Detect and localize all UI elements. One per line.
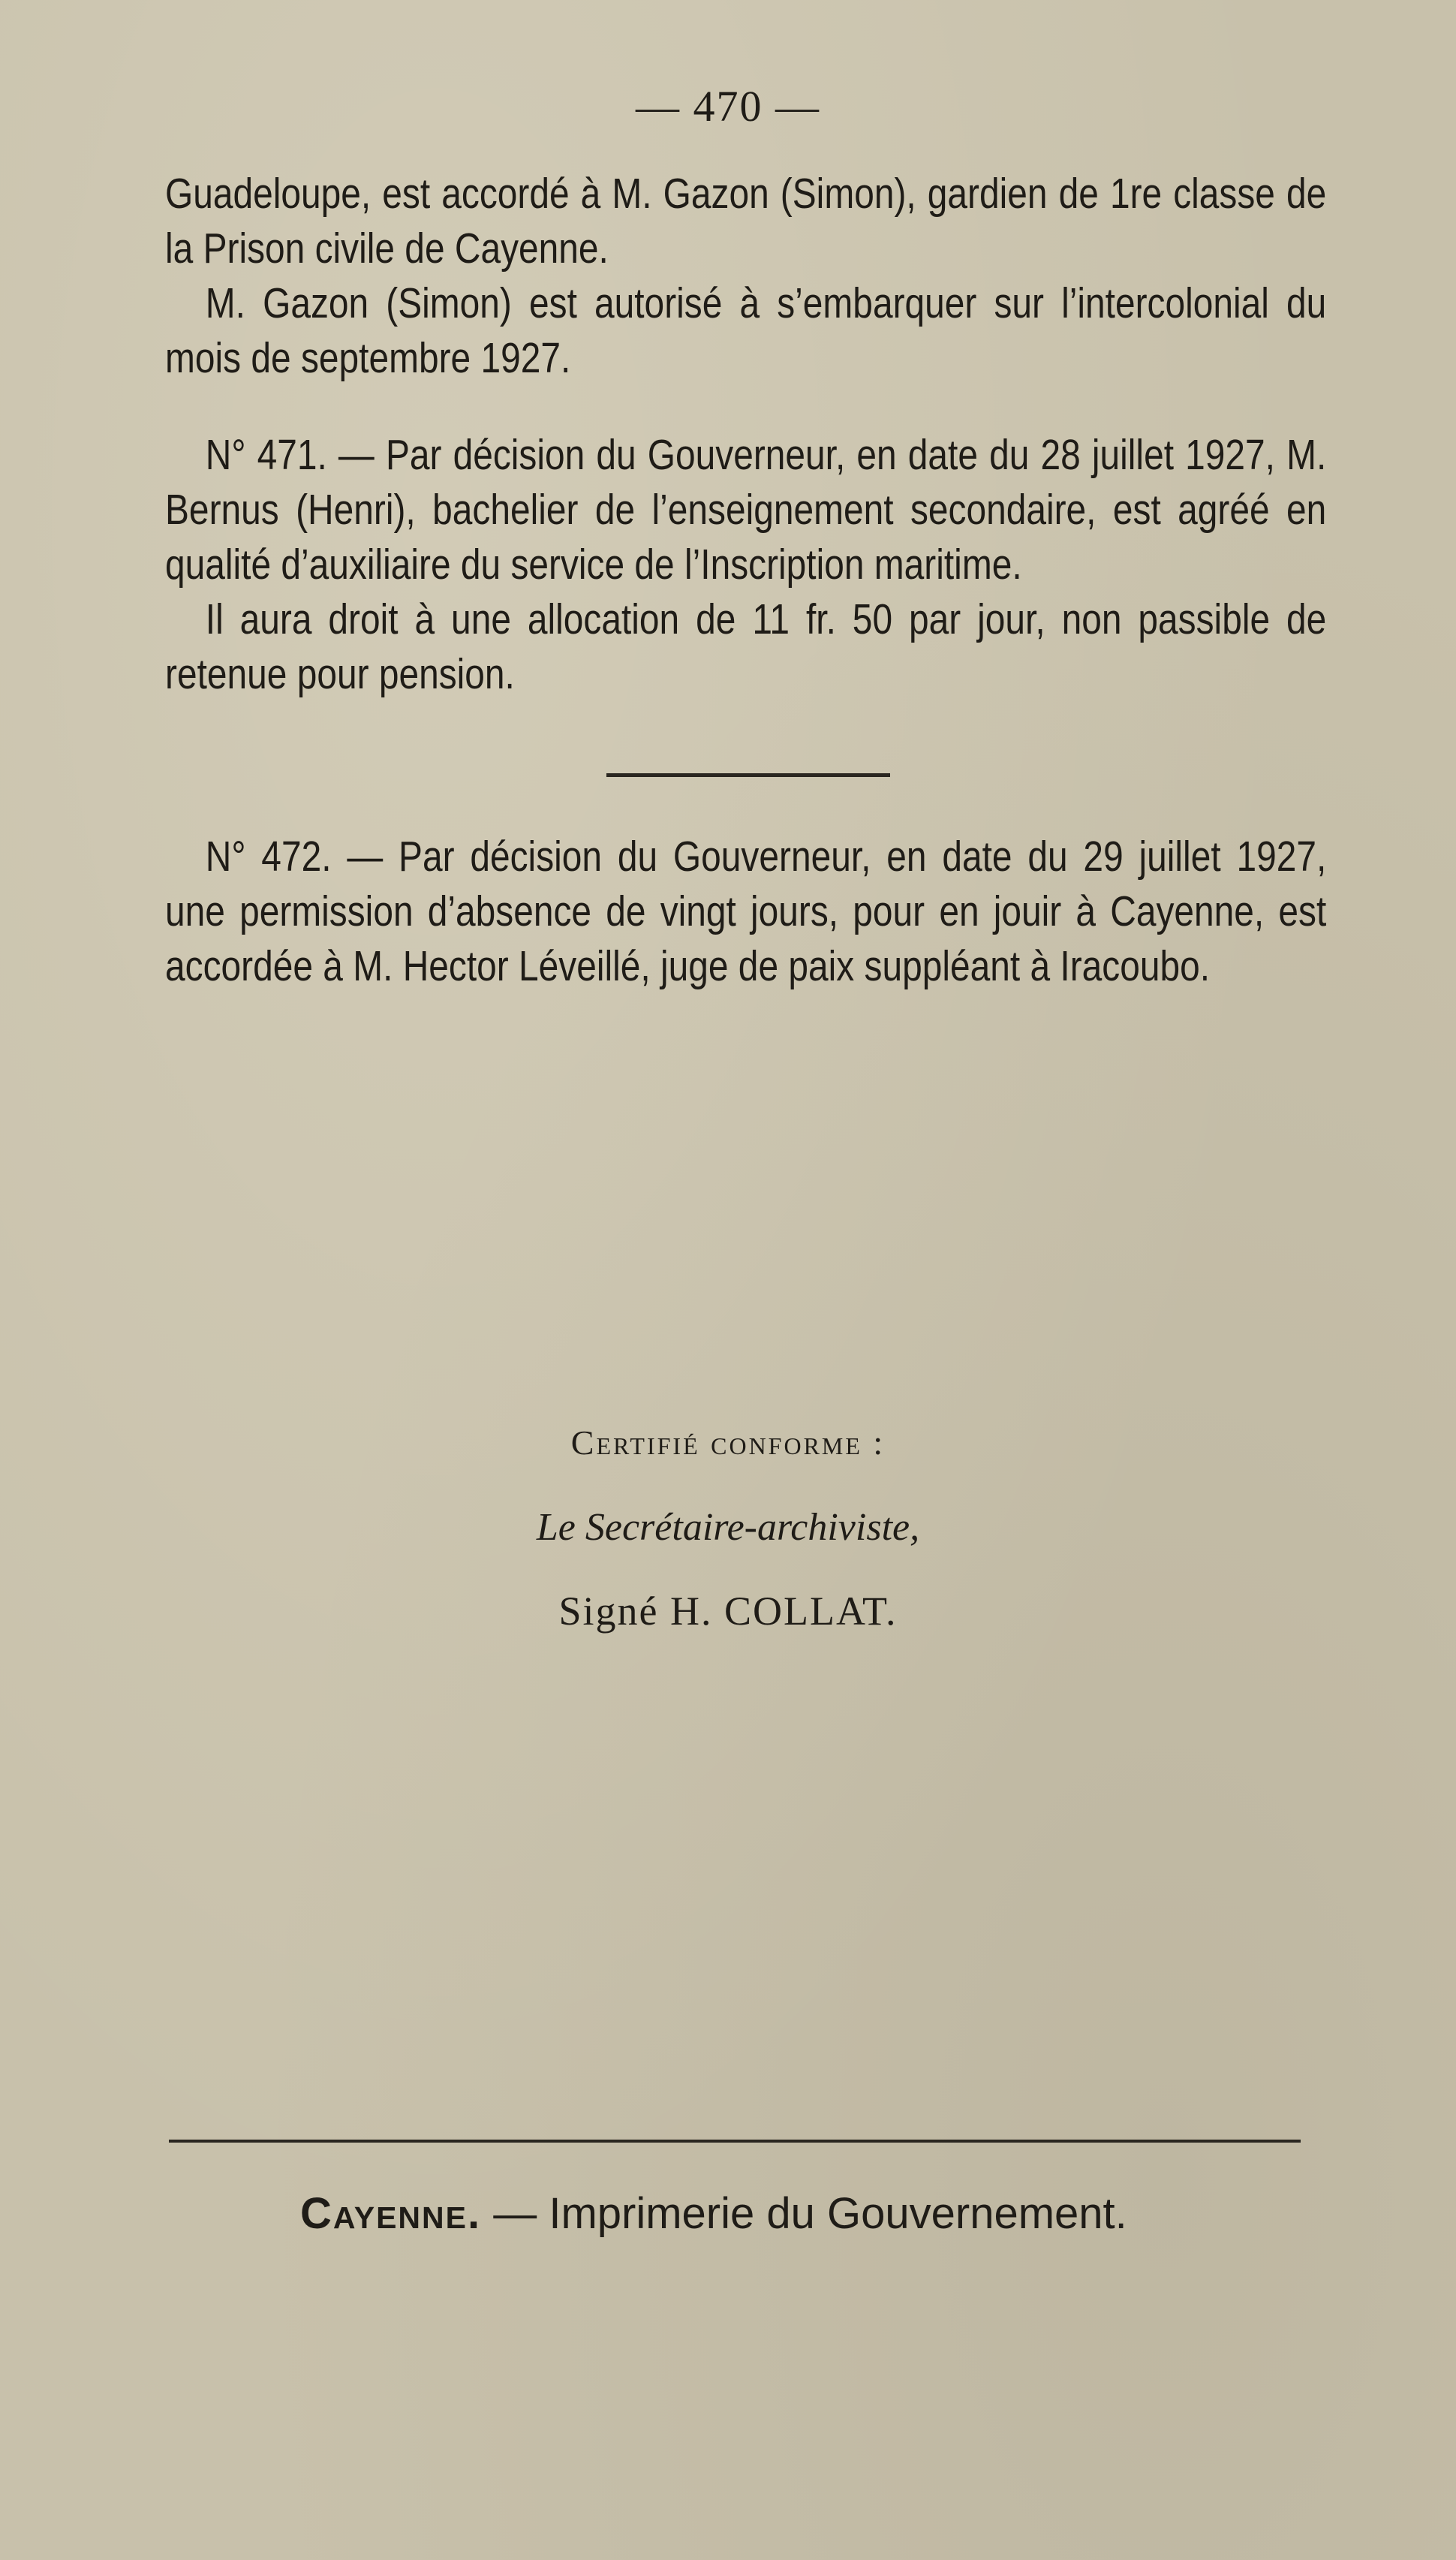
decision-472-section [165, 830, 1326, 994]
paragraph: Il aura droit à une allocation de 11 fr. 50 par jour, non passible de retenue pour pension. [165, 595, 1327, 698]
paragraph: N° 471. — Par décision du Gouverneur, en date du 28 juillet 1927, M. Bernus (Henri), bachelier de l’enseignement secondaire, est agréé en qualité d’auxiliaire du service de l’Inscription maritime. [165, 431, 1327, 589]
printer-imprint [300, 2188, 1127, 2239]
certification-signature: Signé H. COLLAT. [558, 1589, 898, 1634]
footer-divider [169, 2140, 1301, 2143]
continuation-section [165, 167, 1326, 386]
paragraph: N° 472. — Par décision du Gouverneur, en date du 29 juillet 1927, une permission d’absence de vingt jours, pour en jouir à Cayenne, est accordée à M. Hector Léveillé, juge de paix suppléant à Iracoubo. [165, 833, 1327, 990]
imprint-printer: — Imprimerie du Gouvernement. [493, 2189, 1127, 2238]
page-number: — 470 — [636, 82, 820, 131]
certification-title: Le Secrétaire-archiviste, [536, 1506, 920, 1549]
imprint-city: Cayenne. [300, 2189, 482, 2238]
paragraph: Guadeloupe, est accordé à M. Gazon (Simon), gardien de 1re classe de la Prison civile de Cayenne. [165, 170, 1327, 273]
decision-471-section [165, 428, 1326, 702]
certification-heading: Certifié conforme : [570, 1423, 886, 1462]
paragraph: M. Gazon (Simon) est autorisé à s’embarquer sur l’intercolonial du mois de septembre 1927. [165, 279, 1327, 382]
section-divider [606, 773, 890, 777]
